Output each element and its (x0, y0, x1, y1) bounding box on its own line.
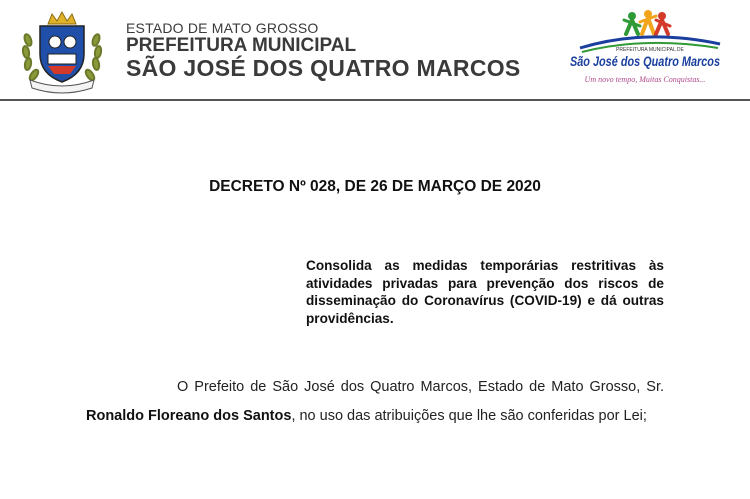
header-state: ESTADO DE MATO GROSSO (126, 20, 319, 36)
decree-paragraph (86, 373, 664, 431)
header-city: SÃO JOSÉ DOS QUATRO MARCOS (126, 55, 521, 81)
header-divider (0, 99, 750, 101)
body-end: , no uso das atribuições que lhe são conferidas por Lei; (291, 408, 647, 424)
logo-slogan: Um novo tempo, Muitas Conquistas... (584, 75, 706, 84)
logo-small-text: PREFEITURA MUNICIPAL DE (616, 47, 684, 53)
body-start: O Prefeito de São José dos Quatro Marcos, Estado de Mato Grosso, Sr. (177, 379, 664, 395)
decree-summary: Consolida as medidas temporárias restritivas às atividades privadas para prevenção dos riscos de disseminação do Coronavírus (COVID-19) e dá outras providências. (306, 258, 664, 326)
city-logo (560, 6, 730, 92)
mayor-name: Ronaldo Floreano dos Santos (86, 408, 292, 424)
decree-body (86, 373, 664, 431)
people-figures-icon (624, 10, 670, 34)
logo-name: São José dos Quatro Marcos (570, 53, 721, 69)
municipal-crest-icon (18, 10, 106, 92)
decree-title: DECRETO Nº 028, DE 26 DE MARÇO DE 2020 (209, 178, 541, 195)
header-prefeitura: PREFEITURA MUNICIPAL (126, 35, 357, 56)
